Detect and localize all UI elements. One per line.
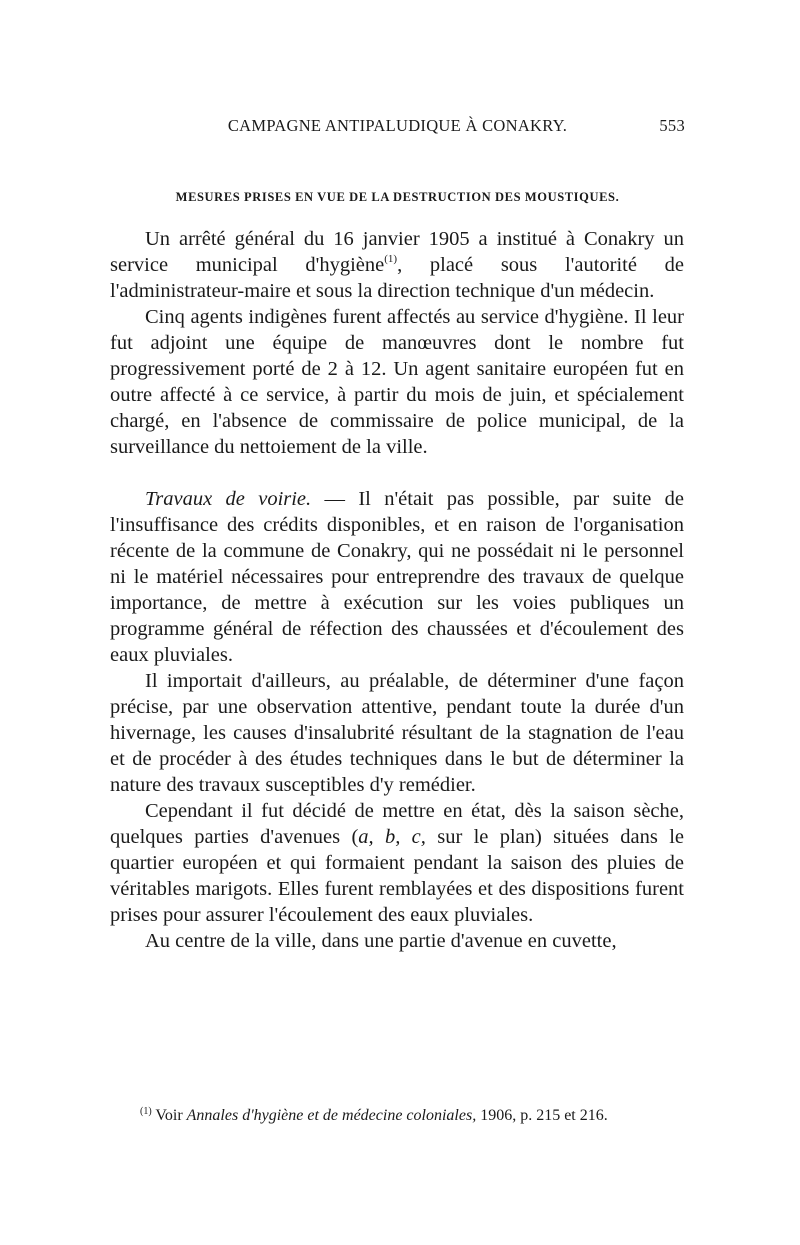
paragraph-3 — [110, 486, 684, 668]
body-text — [110, 226, 684, 954]
footnote-reference: (1) — [384, 253, 398, 265]
paragraph-5-plan-letters: a, b, c, — [358, 826, 426, 848]
paragraph-5 — [110, 798, 684, 928]
paragraph-5-text: Cependant il fut décidé de mettre en état, dès la saison sèche, quelques parties d'avenues ( — [110, 800, 684, 848]
paragraph-1 — [110, 226, 684, 304]
page-number: 553 — [659, 116, 685, 135]
paragraph-1-text: Un arrêté général du 16 janvier 1905 a institué à Conakry un service municipal d'hygiène — [110, 228, 684, 276]
paragraph-5-continued: sur le plan) situées dans le quartier européen et qui formaient pendant la saison des pluies de véritables marigots. Elles furent remblayées et des dispositions furent prises pour assurer l'écoulement des eaux pluviales. — [110, 826, 684, 926]
running-title: CAMPAGNE ANTIPALUDIQUE À CONAKRY. — [227, 116, 568, 135]
footnote-marker: (1) — [140, 1106, 152, 1117]
footnote-citation: 1906, p. 215 et 216. — [476, 1107, 608, 1124]
paragraph-6: Au centre de la ville, dans une partie d'avenue en cuvette, — [145, 930, 617, 952]
paragraph-3-text: — Il n'était pas possible, par suite de l'insuffisance des crédits disponibles, et en raison de l'organisation récente de la commune de Conakry, qui ne possédait ni le personnel ni le matériel nécessaires pour entreprendre des travaux de quelque importance, de mettre à exécution sur les voies publiques un programme général de réfection des chaussées et d'écoulement des eaux pluviales. — [110, 488, 684, 666]
section-heading: MESURES PRISES EN VUE DE LA DESTRUCTION DES MOUSTIQUES. — [175, 190, 620, 204]
paragraph-2: Cinq agents indigènes furent affectés au service d'hygiène. Il leur fut adjoint une équipe de manœuvres dont le nombre fut progressivement porté de 2 à 12. Un agent sanitaire européen fut en outre affecté à ce service, à partir du mois de juin, et spécialement chargé, en l'absence de commissaire de police municipal, de la surveillance du nettoiement de la ville. — [110, 306, 684, 458]
paragraph-1-continued: , placé sous l'autorité de l'administrateur-maire et sous la direction technique d'un médecin. — [110, 254, 684, 302]
paragraph-4: Il importait d'ailleurs, au préalable, de déterminer d'une façon précise, par une observation attentive, pendant toute la durée d'un hivernage, les causes d'insalubrité résultant de la stagnation de l'eau et de procéder à des études techniques dans le but de déterminer la nature des travaux susceptibles d'y remédier. — [110, 670, 684, 796]
footnote-journal-title: Annales d'hygiène et de médecine coloniales, — [186, 1107, 477, 1124]
footnote-text: Voir — [151, 1107, 187, 1124]
running-head — [110, 116, 685, 142]
paragraph-3-heading: Travaux de voirie. — [145, 488, 312, 510]
footnote — [140, 1105, 685, 1127]
